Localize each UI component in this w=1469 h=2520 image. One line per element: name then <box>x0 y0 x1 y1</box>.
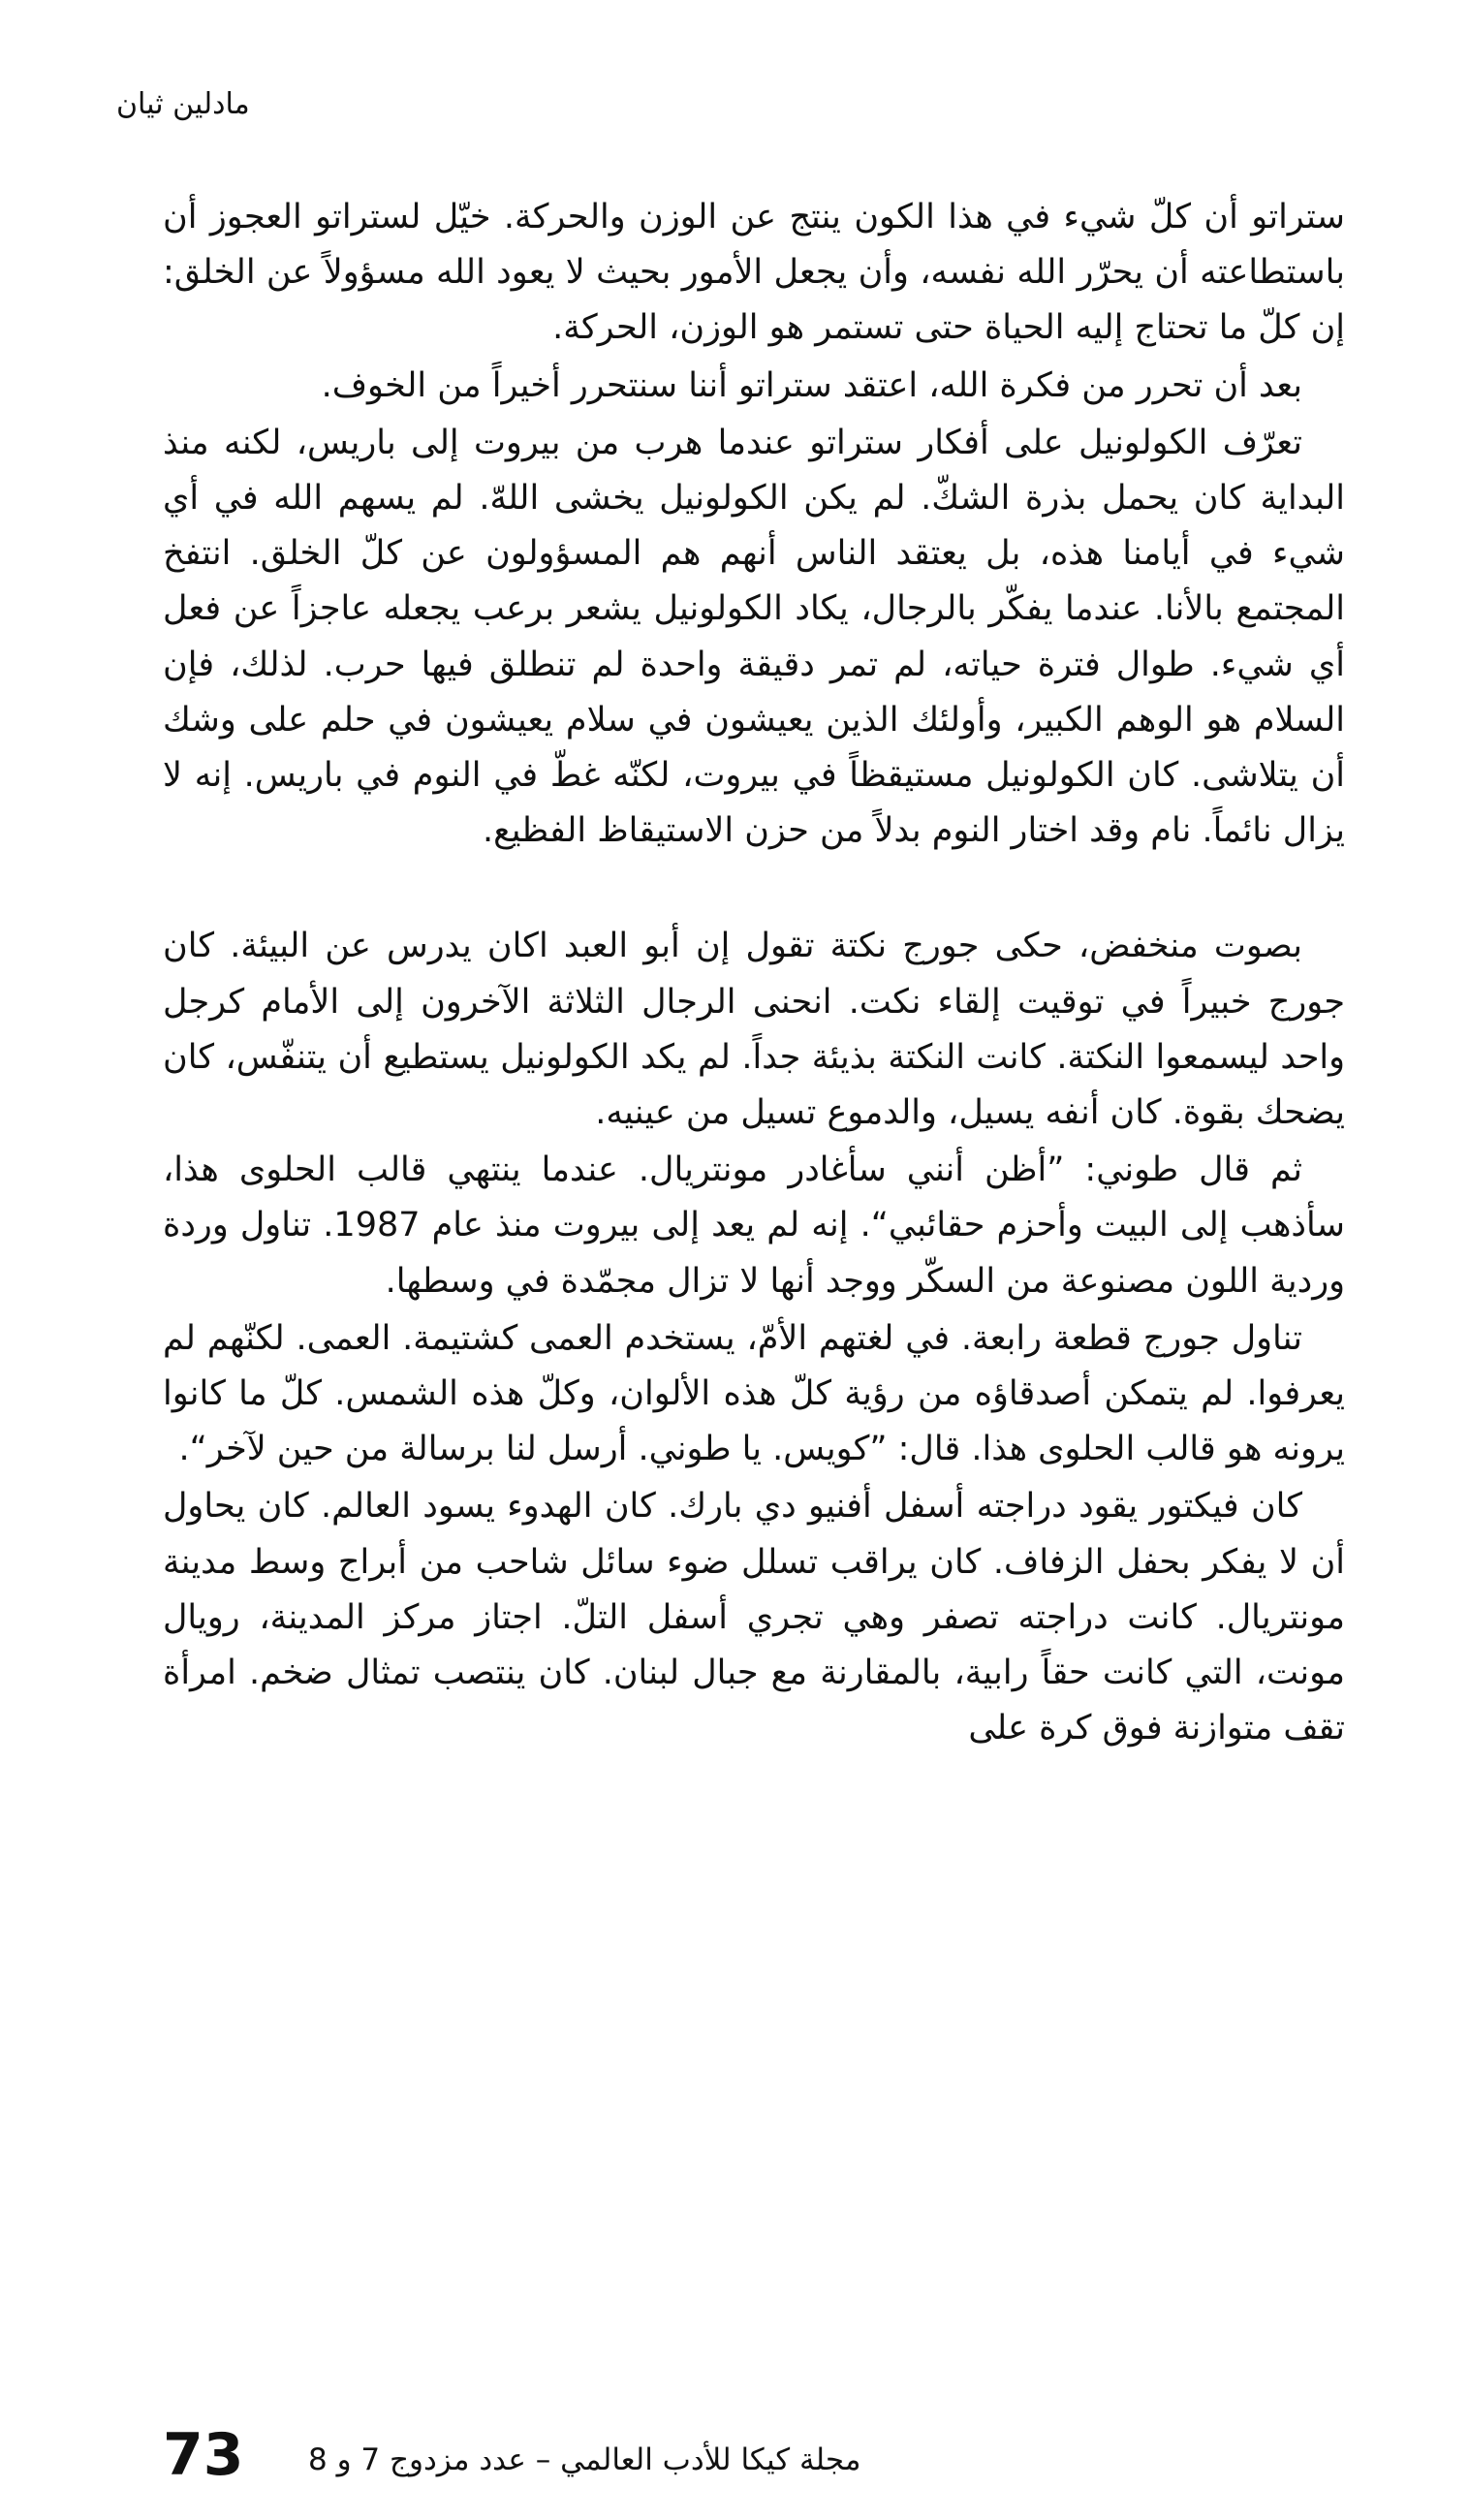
body-text <box>163 190 1345 1756</box>
journal-title: مجلة كيكا للأدب العالمي – عدد مزدوج 7 و 8 <box>308 2442 861 2477</box>
paragraph-2: بعد أن تحرر من فكرة الله، اعتقد ستراتو أننا سنتحرر أخيراً من الخوف. <box>321 365 1302 405</box>
paragraph-5: ثم قال طوني: ”أظن أنني سأغادر مونتريال. عندما ينتهي قالب الحلوى هذا، سأذهب إلى البيت وأحزم حقائبي“. إنه لم يعد إلى بيروت منذ عام 1987. تناول وردة وردية اللون مصنوعة من السكّر ووجد أنها لا تزال مجمّدة في وسطها. <box>163 1150 1346 1301</box>
page-number: 73 <box>163 2421 244 2489</box>
paragraph-7: كان فيكتور يقود دراجته أسفل أفنيو دي بارك. كان الهدوء يسود العالم. كان يحاول أن لا يفكر بحفل الزفاف. كان يراقب تسلل ضوء سائل شاحب من أبراج وسط مدينة مونتريال. كانت دراجته تصفر وهي تجري أسفل التلّ. اجتاز مركز المدينة، رويال مونت، التي كانت حقاً رابية، بالمقارنة مع جبال لبنان. كان ينتصب تمثال ضخم. امرأة تقف متوازنة فوق كرة على <box>163 1487 1345 1748</box>
section-break <box>163 859 1345 919</box>
paragraph-1: ستراتو أن كلّ شيء في هذا الكون ينتج عن الوزن والحركة. خيّل لستراتو العجوز أن باستطاعته أن يحرّر الله نفسه، وأن يجعل الأمور بحيث لا يعود الله مسؤولاً عن الخلق: إن كلّ ما تحتاج إليه الحياة حتى تستمر هو الوزن، الحركة. <box>163 198 1345 348</box>
page-footer <box>163 2421 1345 2499</box>
running-head-author: مادلين ثيان <box>116 87 250 121</box>
paragraph-3: تعرّف الكولونيل على أفكار ستراتو عندما هرب من بيروت إلى باريس، لكنه منذ البداية كان يحمل بذرة الشكّ. لم يكن الكولونيل يخشى اللهّ. لم يسهم الله في أي شيء في أيامنا هذه، بل يعتقد الناس أنهم هم المسؤولون عن كلّ الخلق. انتفخ المجتمع بالأنا. عندما يفكّر بالرجال، يكاد الكولونيل يشعر برعب يجعله عاجزاً عن فعل أي شيء. طوال فترة حياته، لم تمر دقيقة واحدة لم تنطلق فيها حرب. لذلك، فإن السلام هو الوهم الكبير، وأولئك الذين يعيشون في سلام يعيشون في حلم على وشك أن يتلاشى. كان الكولونيل مستيقظاً في بيروت، لكنّه غطّ في النوم في باريس. إنه لا يزال نائماً. نام وقد اختار النوم بدلاً من حزن الاستيقاظ الفظيع. <box>163 423 1345 851</box>
paragraph-4: بصوت منخفض، حكى جورج نكتة تقول إن أبو العبد اكان يدرس عن البيئة. كان جورج خبيراً في توقيت إلقاء نكت. انحنى الرجال الثلاثة الآخرون إلى الأمام كرجل واحد ليسمعوا النكتة. كانت النكتة بذيئة جداً. لم يكد الكولونيل يستطيع أن يتنفّس، كان يضحك بقوة. كان أنفه يسيل، والدموع تسيل من عينيه. <box>163 927 1345 1133</box>
paragraph-6: تناول جورج قطعة رابعة. في لغتهم الأمّ، يستخدم العمى كشتيمة. العمى. لكنّهم لم يعرفوا. لم يتمكن أصدقاؤه من رؤية كلّ هذه الألوان، وكلّ هذه الشمس. كلّ ما كانوا يرونه هو قالب الحلوى هذا. قال: ”كويس. يا طوني. أرسل لنا برسالة من حين لآخر“. <box>163 1318 1345 1469</box>
